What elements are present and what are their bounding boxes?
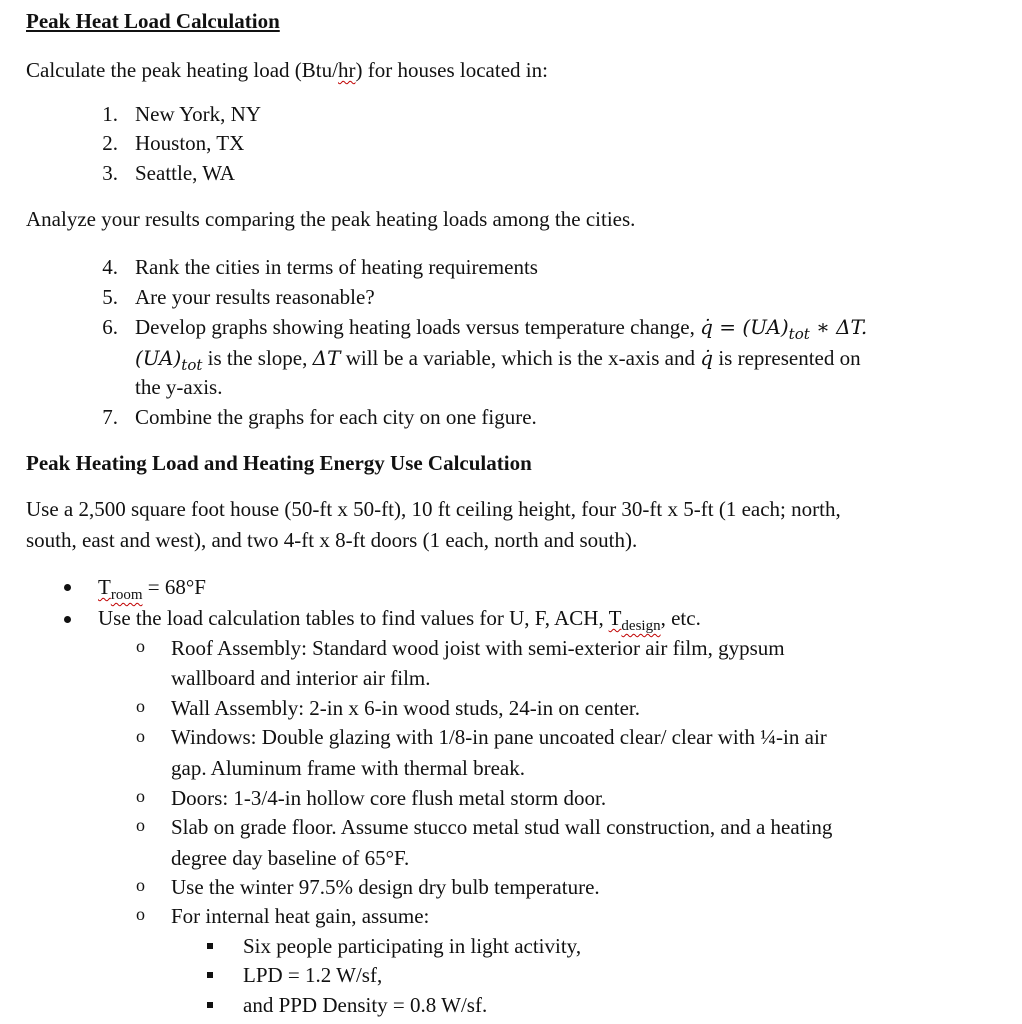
circle-bullet-icon: o — [136, 786, 145, 806]
square-bullet-icon — [207, 972, 213, 978]
house-paragraph-line2: south, east and west), and two 4-ft x 8-ft doors (1 each, north and south). — [26, 528, 638, 552]
troom-item: $T_{room} = 68^\circ F$ — [98, 575, 206, 603]
house-paragraph-line1: Use a 2,500 square foot house (50-ft x 50-ft), 10 ft ceiling height, four 30-ft x 5-ft (1 each; north, — [26, 497, 841, 521]
use-tables-item: Use the load calculation tables to find values for U, F, ACH, $T_{design}$, etc. — [98, 606, 701, 634]
doors-item: Doors: 1-3/4-in hollow core flush metal storm door. — [171, 786, 607, 810]
gain-item: and PPD Density = 0.8 W/sf. — [243, 993, 488, 1017]
internal-gain-item: For internal heat gain, assume: — [171, 904, 430, 928]
square-bullet-icon — [207, 943, 213, 949]
slab-line1: Slab on grade floor. Assume stucco metal stud wall construction, and a heating — [171, 815, 833, 839]
circle-bullet-icon: o — [136, 875, 145, 895]
section-title-peak-heat-load: Peak Heat Load Calculation — [26, 9, 280, 33]
bullet-icon — [64, 584, 71, 591]
square-bullet-icon — [207, 1002, 213, 1008]
section-title-heating-energy: Peak Heating Load and Heating Energy Use Calculation — [26, 451, 532, 475]
wall-assembly: Wall Assembly: 2-in x 6-in wood studs, 24-in on center. — [171, 696, 641, 720]
circle-bullet-icon: o — [136, 726, 145, 746]
list-item-continuation: the y-axis. — [135, 375, 223, 399]
circle-bullet-icon: o — [136, 696, 145, 716]
windows-line2: gap. Aluminum frame with thermal break. — [171, 756, 525, 780]
circle-bullet-icon: o — [136, 636, 145, 656]
document-page: Peak Heat Load Calculation Calculate the peak heating load (Btu/hr) for houses located in: 1. New York, NY 2. Houston, TX 3. Seattle, WA Analyze your results comparing the peak heating loads among the cities. 4. Rank the cities in terms of heating requirements 5. Are your results reasonable? 6. Develop graphs showing heating loads versus temperature change, q̇ = $(UA)_{tot}$ ∗ ΔT. $(UA)_{tot}$ is the slope, ΔT will be a variable, which is the x-axis and q̇ is represented on the y-axis. 7. Combine the graphs for each city on one figure. Peak Heating Load and Heating Energy Use Calculation Use a 2,500 square foot house (50-ft x 50-ft), 10 ft ceiling height, four 30-ft x 5-ft (1 each; north, south, east and west), and two 4-ft x 8-ft doors (1 each, north and south). $T_{room} = 68^\circ F$ Use the load calculation tables to find values for U, F, ACH, $T_{design}$, etc. o Roof Assembly: Standard wood joist with semi-exterior air film, gypsum wallboard and interior air film. o Wall Assembly: 2-in x 6-in wood studs, 24-in on center. o Windows: Double glazing with 1/8-in pane uncoated clear/ clear with ¼-in air gap. Aluminum frame with thermal break. o Doors: 1-3/4-in hollow core flush metal storm door. o Slab on grade floor. Assume stucco metal stud wall construction, and a heating degree day baseline of 65°F. o Use the winter 97.5% design dry bulb temperature. o For internal heat gain, assume: Six people participating in light activity, LPD = 1.2 W/sf, and PPD Density = 0.8 W/sf. — [26, 9, 868, 1017]
slab-line2: degree day baseline of 65°F. — [171, 846, 410, 870]
winter-design-item: Use the winter 97.5% design dry bulb temperature. — [171, 875, 600, 899]
spellcheck-word: hr — [337, 58, 356, 82]
circle-bullet-icon: o — [136, 815, 145, 835]
equation: q̇ = $(UA)_{tot}$ ∗ ΔT. — [700, 315, 868, 343]
gain-item: LPD = 1.2 W/sf, — [243, 963, 383, 987]
roof-assembly-line1: Roof Assembly: Standard wood joist with semi-exterior air film, gypsum — [171, 636, 785, 660]
circle-bullet-icon: o — [136, 904, 145, 924]
intro-paragraph: Calculate the peak heating load (Btu/hr) for houses located in: — [26, 58, 548, 82]
windows-line1: Windows: Double glazing with 1/8-in pane uncoated clear/ clear with ¼-in air — [171, 725, 827, 749]
bullet-icon — [64, 616, 71, 623]
roof-assembly-line2: wallboard and interior air film. — [171, 666, 431, 690]
analyze-paragraph: Analyze your results comparing the peak heating loads among the cities. — [26, 207, 636, 231]
list-item-continuation: $(UA)_{tot}$ is the slope, ΔT will be a variable, which is the x-axis and q̇ is represented on — [135, 346, 861, 374]
gain-item: Six people participating in light activity, — [243, 934, 582, 958]
